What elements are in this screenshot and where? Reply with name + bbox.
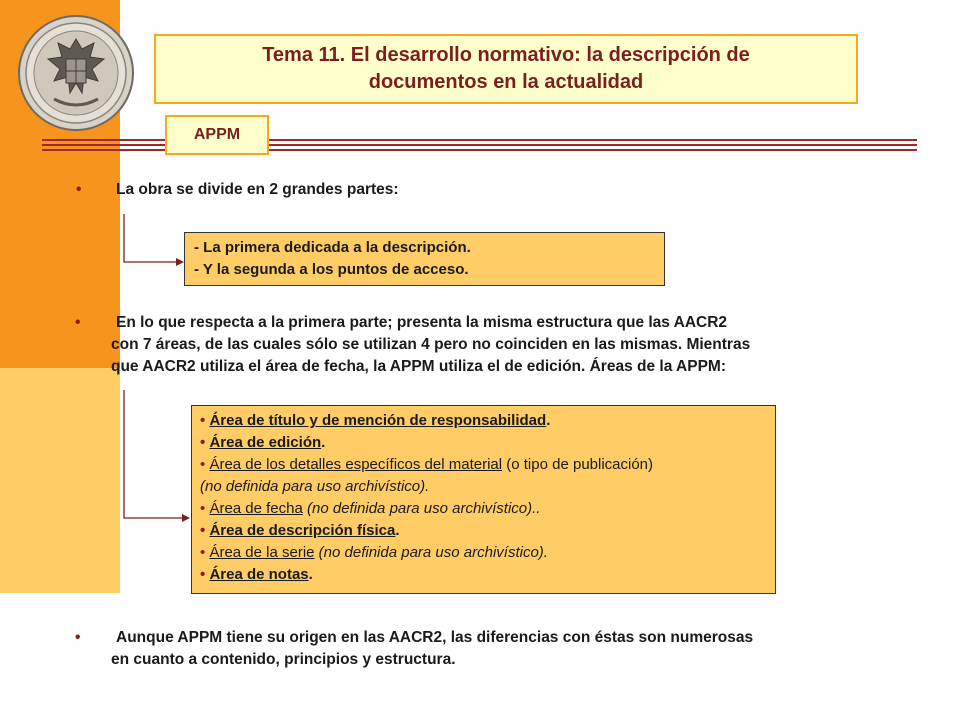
bullet-structure: • En lo que respecta a la primera parte; presenta la misma estructura que las AACR2 con 7 áreas, de las cuales sólo se utilizan 4 pero no coinciden en las mismas. Mientras que AACR2 utiliza el área de fecha, la APPM utiliza el de edición. Áreas de la APPM: [75, 314, 751, 375]
list-item: • Área de la serie (no definida para uso archivístico). [200, 544, 548, 561]
connector-arrow [124, 214, 184, 266]
area-link-notas[interactable]: Área de notas [209, 566, 309, 583]
bullet-parts: • La obra se divide en 2 grandes partes: [116, 179, 399, 201]
list-item: • Área de descripción física. [200, 522, 400, 539]
list-item: • Área de los detalles específicos del material (o tipo de publicación) [200, 456, 654, 473]
bullet-marker: • [76, 181, 82, 198]
bullet-marker: • [75, 314, 81, 331]
list-item: • Área de título y de mención de responsabilidad. [200, 412, 551, 429]
slide-title: Tema 11. El desarrollo normativo: la descripción de documentos en la actualidad [262, 44, 750, 93]
area-link-detalles[interactable]: Área de los detalles específicos del material [209, 456, 503, 473]
list-item-note: (no definida para uso archivístico). [200, 478, 430, 495]
area-link-serie[interactable]: Área de la serie [209, 544, 315, 561]
area-link-descripcion-fisica[interactable]: Área de descripción física [209, 522, 396, 539]
parts-box: - La primera dedicada a la descripción. - Y la segunda a los puntos de acceso. [184, 232, 665, 286]
connector-arrow [124, 390, 190, 522]
area-link-edicion[interactable]: Área de edición [209, 434, 322, 451]
area-link-fecha[interactable]: Área de fecha [209, 500, 303, 517]
section-tab-appm: APPM [165, 115, 269, 155]
bullet-marker: • [75, 629, 81, 646]
area-link-titulo[interactable]: Área de título y de mención de responsabilidad [209, 412, 547, 429]
list-item: • Área de fecha (no definida para uso archivístico).. [200, 500, 541, 517]
list-item: • Área de notas. [200, 566, 313, 583]
bullet-differences: • Aunque APPM tiene su origen en las AACR2, las diferencias con éstas son numerosas en cuanto a contenido, principios y estructura. [75, 629, 754, 668]
list-item: • Área de edición. [200, 434, 326, 451]
areas-box [191, 405, 776, 594]
